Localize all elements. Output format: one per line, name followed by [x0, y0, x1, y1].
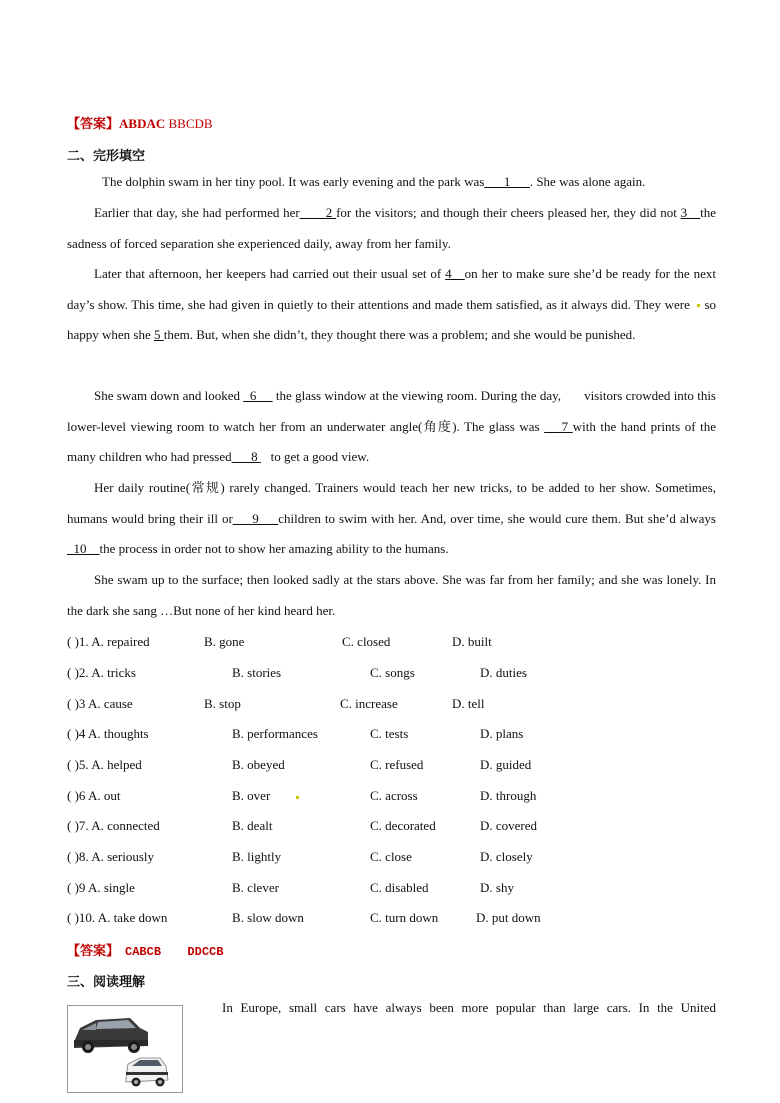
- answer-label: 【答案】: [67, 944, 120, 959]
- question-6-option-d: D. through: [480, 788, 537, 803]
- passage-paragraph-6: She swam up to the surface; then looked sadly at the stars above. She was far from her family; and she was lonely. In the dark she sang …But none of her kind heard her.: [67, 572, 716, 618]
- passage-paragraph-1: The dolphin swam in her tiny pool. It was early evening and the park was___1___. She was alone again.: [102, 174, 646, 189]
- question-5-option-c: C. refused: [370, 757, 424, 772]
- question-2-option-b: B. stories: [232, 665, 282, 680]
- question-2-stem: ( )2. A. tricks: [67, 665, 136, 680]
- section-heading-reading: 三、阅读理解: [67, 975, 146, 990]
- mark-dot: [296, 796, 299, 799]
- answer-value-bold: ABDAC: [119, 116, 166, 131]
- question-4-option-b: B. performances: [232, 726, 318, 741]
- question-5-option-b: B. obeyed: [232, 757, 285, 772]
- answer-line-2: [67, 940, 223, 959]
- question-2-option-d: D. duties: [480, 665, 527, 680]
- question-10-stem: ( )10. A. take down: [67, 910, 168, 925]
- question-9-option-c: C. disabled: [370, 880, 429, 895]
- question-8-option-b: B. lightly: [232, 849, 282, 864]
- passage-paragraph-2: Earlier that day, she had performed her____2 for the visitors; and though their cheers pleased her, they did not 3__the sadness of forced separation she experienced daily, away from her family.: [67, 205, 717, 251]
- question-7-option-b: B. dealt: [232, 818, 273, 833]
- answer-value: BBCDB: [165, 116, 213, 131]
- cars-photo: [67, 1005, 183, 1093]
- question-6-option-c: C. across: [370, 788, 418, 803]
- question-6-option-b: B. over: [232, 788, 271, 803]
- question-8-option-d: D. closely: [480, 849, 533, 864]
- question-8-stem: ( )8. A. seriously: [67, 849, 155, 864]
- passage-paragraph-5: Her daily routine(常规) rarely changed. Trainers would teach her new tricks, to be added to her show. Sometimes, humans would bring their ill or___9___children to swim with her. And, over time, she would cure them. But she’d always _10__the process in order not to show her amazing ability to the humans.: [67, 480, 716, 557]
- passage-paragraph-4: She swam down and looked _6__ the glass window at the viewing room. During the day, visitors crowded into this lower-level viewing room to watch her from an underwater angle(角度). The glass was __7 with the hand prints of the many children who had pressed___8 to get a good view.: [67, 388, 720, 465]
- question-7-option-d: D. covered: [480, 818, 538, 833]
- question-10-option-b: B. slow down: [232, 910, 304, 925]
- answer-value: CABCB DDCCB: [125, 945, 224, 959]
- section-heading-cloze: 二、完形填空: [67, 149, 146, 164]
- question-9-option-b: B. clever: [232, 880, 279, 895]
- question-1-option-c: C. closed: [342, 634, 391, 649]
- answer-line-1: [67, 113, 213, 132]
- question-10-option-c: C. turn down: [370, 910, 439, 925]
- question-4-option-d: D. plans: [480, 726, 524, 741]
- question-9-stem: ( )9 A. single: [67, 880, 135, 895]
- question-1-option-b: B. gone: [204, 634, 245, 649]
- cars-illustration: [68, 1006, 182, 1092]
- question-4-option-c: C. tests: [370, 726, 409, 741]
- question-1-option-d: D. built: [452, 634, 492, 649]
- question-1-stem: ( )1. A. repaired: [67, 634, 150, 649]
- question-2-option-c: C. songs: [370, 665, 415, 680]
- mark-dot: [697, 304, 700, 307]
- passage-paragraph-3: Later that afternoon, her keepers had carried out their usual set of 4__on her to make sure she’d be ready for the next day’s show. This time, she had given in quietly to their attentions and made them satisfied, as it always did. They were so happy when she 5 them. But, when she didn’t, they thought there was a problem; and she would be punished.: [67, 266, 716, 343]
- question-3-option-b: B. stop: [204, 696, 241, 711]
- question-3-stem: ( )3 A. cause: [67, 696, 133, 711]
- question-5-stem: ( )5. A. helped: [67, 757, 142, 772]
- reading-first-line: In Europe, small cars have always been more popular than large cars. In the United: [222, 1000, 716, 1015]
- question-7-option-c: C. decorated: [370, 818, 436, 833]
- question-6-stem: ( )6 A. out: [67, 788, 121, 803]
- question-3-option-c: C. increase: [340, 696, 398, 711]
- answer-label: 【答案】: [67, 117, 120, 132]
- question-9-option-d: D. shy: [480, 880, 514, 895]
- question-8-option-c: C. close: [370, 849, 412, 864]
- question-10-option-d: D. put down: [476, 910, 541, 925]
- question-3-option-d: D. tell: [452, 696, 485, 711]
- question-7-stem: ( )7. A. connected: [67, 818, 160, 833]
- question-4-stem: ( )4 A. thoughts: [67, 726, 149, 741]
- question-5-option-d: D. guided: [480, 757, 532, 772]
